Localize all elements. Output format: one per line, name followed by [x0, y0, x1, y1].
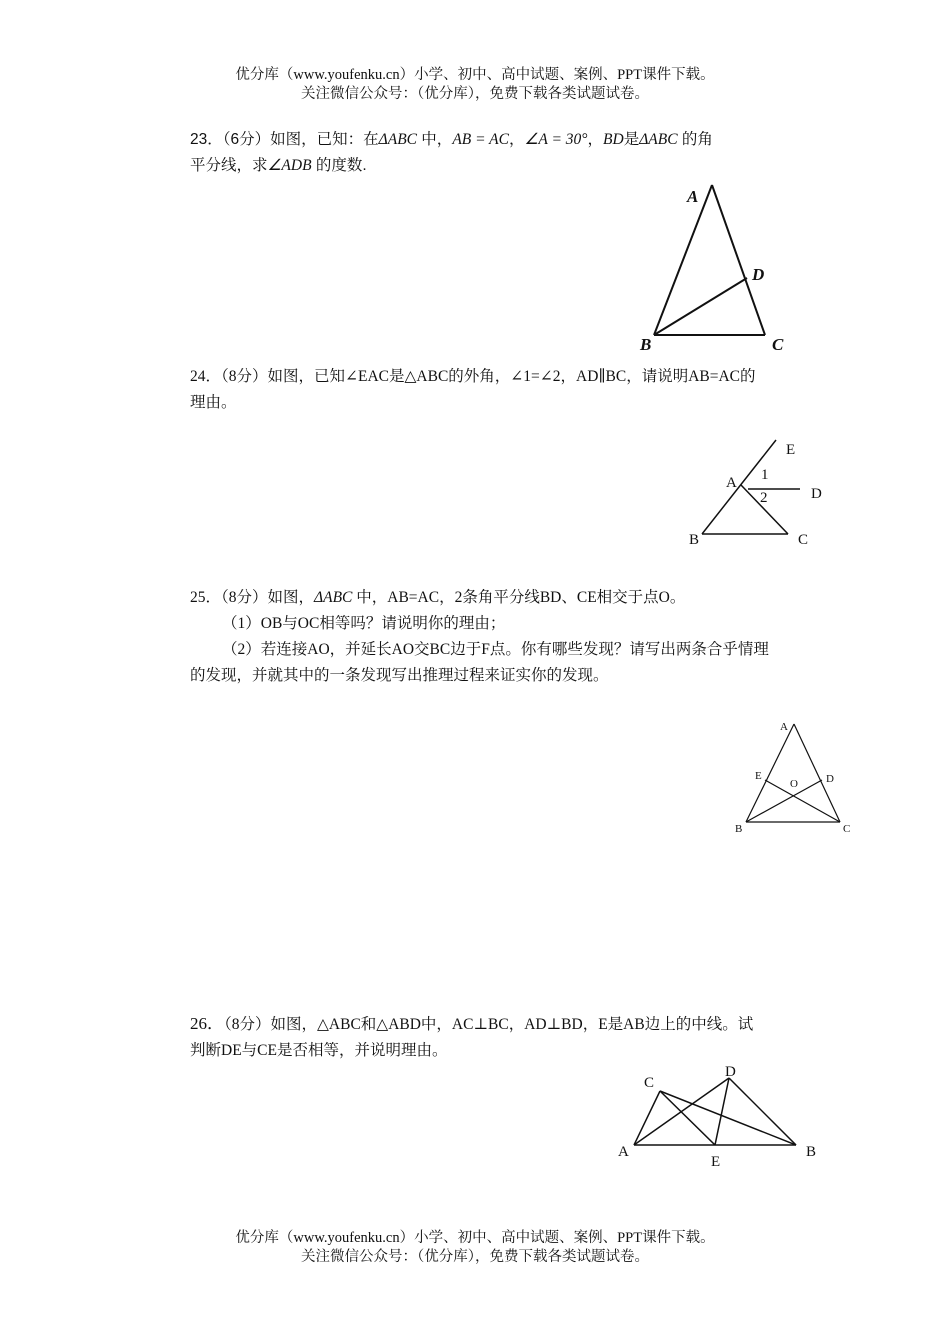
label-d: D [725, 1064, 736, 1080]
q23-bd: BD [603, 131, 624, 148]
page-header [0, 66, 950, 104]
q25-figure [730, 716, 855, 838]
q23-text: 中， [417, 131, 453, 148]
segment-ac [634, 1091, 660, 1145]
segment-ab [654, 185, 712, 335]
q23-shi: 是 [623, 131, 640, 148]
q25-line-1 [190, 585, 852, 611]
q23-triangle: ΔABC [378, 131, 417, 148]
label-a: A [780, 721, 788, 733]
question-24 [190, 364, 852, 416]
q23-equation: AB = AC [452, 131, 509, 148]
label-d: D [752, 265, 765, 284]
q26-line-2: 判断DE与CE是否相等，并说明理由。 [190, 1042, 448, 1059]
segment-ab [746, 724, 794, 822]
label-a: A [726, 475, 737, 491]
label-e: E [755, 770, 762, 782]
q23-text-2: 平分线，求 [190, 157, 268, 174]
q26-text-1: （8分）如图，△ABC和△ABD中，AC⊥BC，AD⊥BD，E是AB边上的中线。试 [224, 1016, 754, 1033]
q23-triangle-2: ΔABC [639, 131, 678, 148]
q24-line-2: 理由。 [190, 394, 237, 411]
label-b: B [689, 532, 700, 548]
page-footer [0, 1229, 950, 1267]
q25-part-2: （2）若连接AO，并延长AO交BC边于F点。你有哪些发现？请写出两条合乎情理 [222, 641, 769, 658]
q23-line-2 [190, 153, 852, 179]
q23-line-1 [190, 127, 852, 153]
q23-figure [630, 180, 800, 358]
header-line-1: 优分库（www.youfenku.cn）小学、初中、高中试题、案例、PPT课件下载。 [235, 67, 715, 83]
label-angle-2: 2 [760, 490, 768, 506]
line-eb [702, 440, 776, 534]
q23-sep2: ， [587, 131, 604, 148]
label-b: B [640, 335, 652, 354]
q25-part-1: （1）OB与OC相等吗？请说明你的理由； [222, 615, 506, 632]
footer-line-2: 关注微信公众号：（优分库），免费下载各类试题试卷。 [301, 1249, 649, 1265]
label-c: C [798, 532, 809, 548]
label-angle-1: 1 [761, 467, 769, 483]
label-c: C [843, 823, 851, 835]
label-e: E [786, 442, 796, 458]
label-d: D [811, 486, 822, 502]
header-line-2: 关注微信公众号：（优分库），免费下载各类试题试卷。 [301, 86, 649, 102]
label-b: B [806, 1144, 817, 1160]
segment-ce [660, 1091, 715, 1145]
q25-text: 中，AB=AC，2条角平分线BD、CE相交于点O。 [352, 589, 686, 606]
q24-figure [680, 436, 830, 554]
q23-angle: ∠A = 30° [524, 131, 588, 148]
q26-line-1 [190, 1011, 852, 1038]
label-o: O [790, 778, 798, 790]
q25-triangle: ΔABC [314, 589, 353, 606]
q23-end1: 的角 [677, 131, 713, 148]
segment-ce [765, 780, 840, 822]
question-25 [190, 585, 852, 689]
q23-end2: 的度数. [311, 157, 367, 174]
label-b: B [735, 823, 743, 835]
label-a: A [618, 1144, 629, 1160]
q23-sep: ， [508, 131, 525, 148]
q25-number: 25．（8分）如图， [190, 589, 315, 606]
footer-line-1: 优分库（www.youfenku.cn）小学、初中、高中试题、案例、PPT课件下载。 [235, 1230, 715, 1246]
q26-figure [610, 1060, 830, 1176]
segment-ac [712, 185, 765, 335]
q25-part-2-cont: 的发现，并就其中的一条发现写出推理过程来证实你的发现。 [190, 667, 609, 684]
q26-number: 26． [190, 1014, 224, 1033]
segment-db [729, 1078, 796, 1145]
segment-bd [654, 278, 747, 335]
label-a: A [687, 187, 699, 206]
q23-number: 23．（6分）如图，已知：在 [190, 131, 379, 148]
q23-angle-adb: ∠ADB [267, 157, 312, 174]
label-e: E [711, 1154, 721, 1170]
segment-bd [746, 780, 822, 822]
segment-de [715, 1078, 729, 1145]
question-23 [190, 127, 852, 179]
question-26 [190, 1011, 852, 1064]
label-c: C [772, 335, 784, 354]
q24-line-1: 24．（8分）如图，已知∠EAC是△ABC的外角，∠1=∠2，AD∥BC，请说明AB=AC的 [190, 368, 756, 385]
label-d: D [826, 773, 834, 785]
label-c: C [644, 1075, 655, 1091]
segment-cb [660, 1091, 796, 1145]
